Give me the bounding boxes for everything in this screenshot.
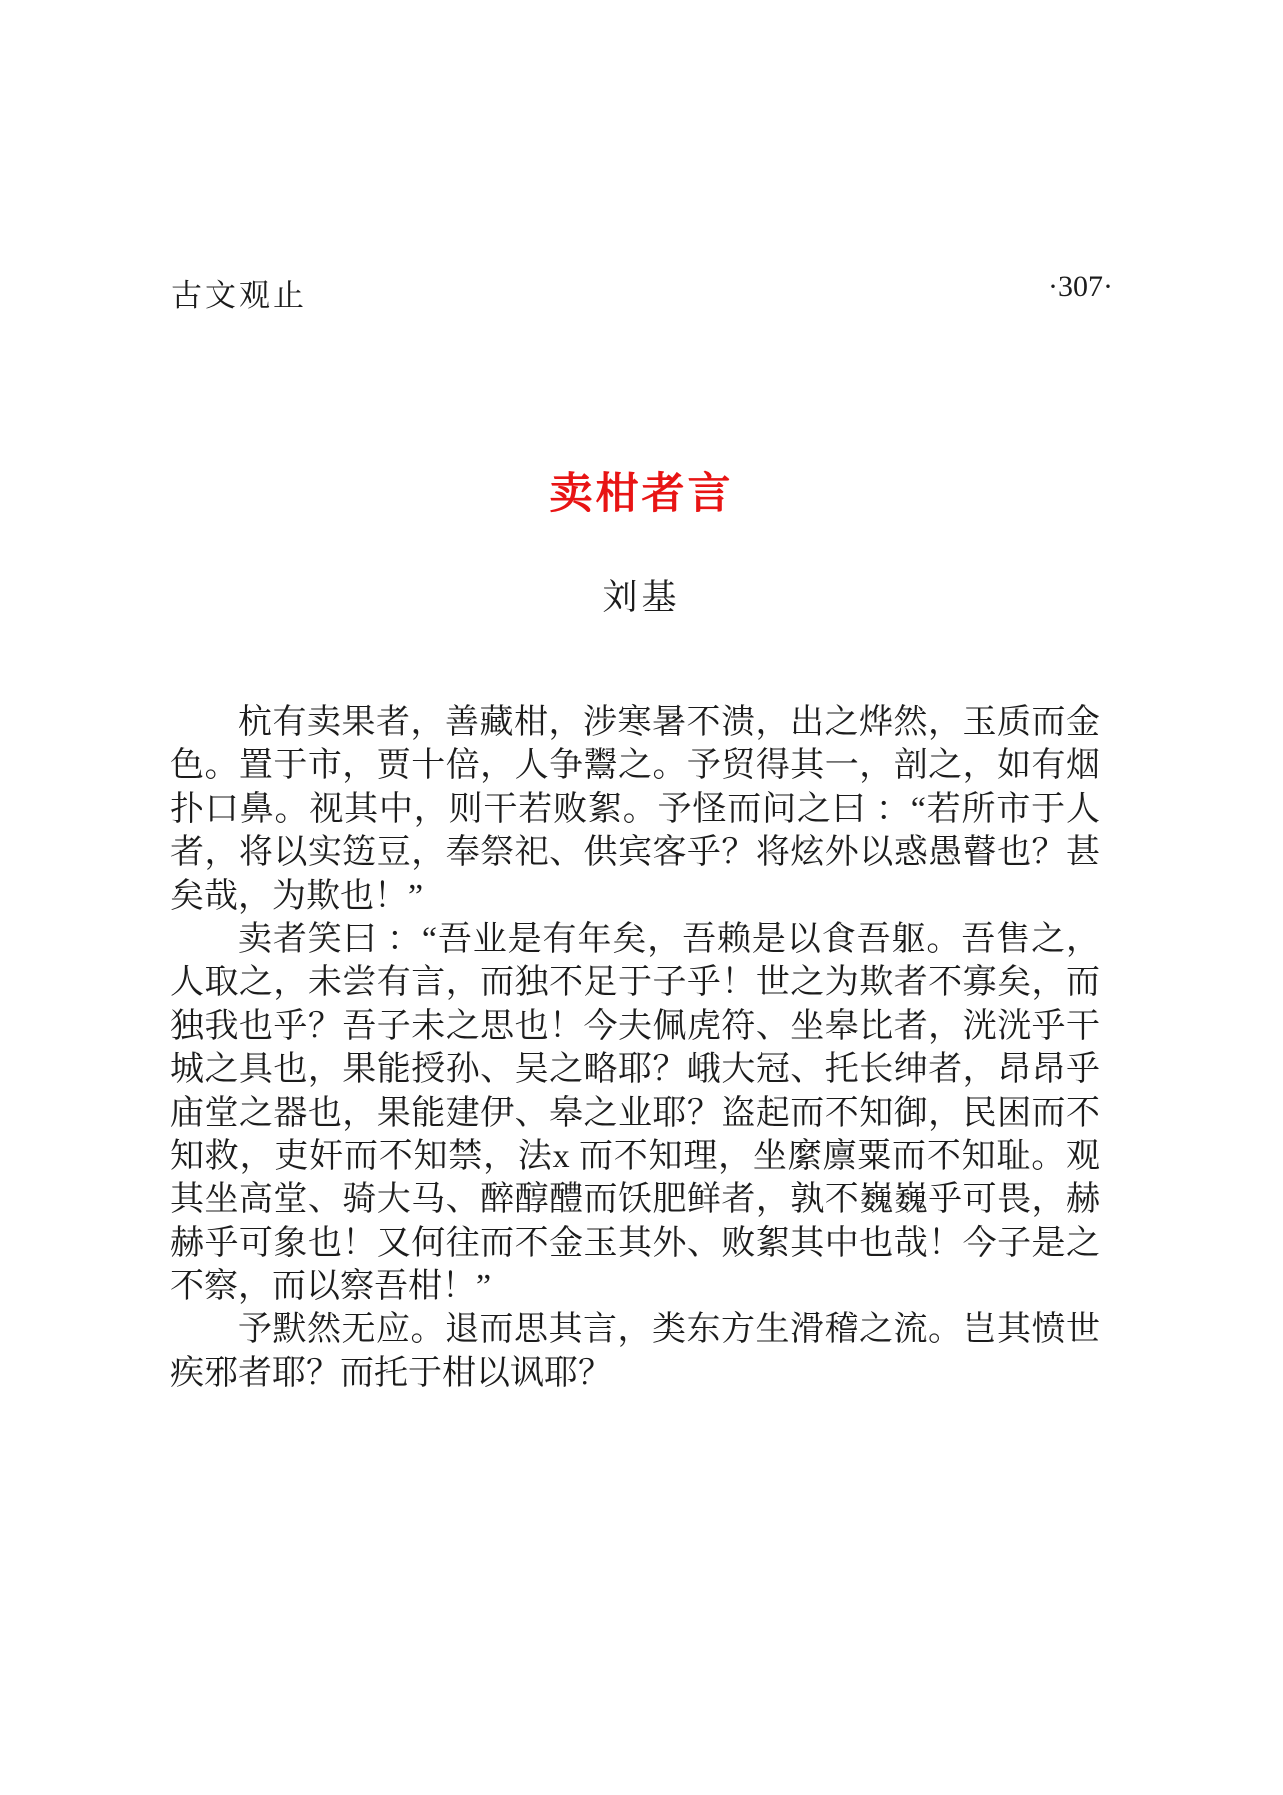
- text-line: 不察，而以察吾柑！”: [170, 1268, 492, 1306]
- text-line: 独我也乎？吾子未之思也！今夫佩虎符、坐皋比者，洸洸乎干: [170, 1007, 1100, 1045]
- text-line: 矣哉，为欺也！”: [170, 877, 424, 915]
- text-line: 者，将以实笾豆，奉祭祀、供宾客乎？将炫外以惑愚瞽也？甚: [170, 834, 1100, 872]
- text-line: 城之具也，果能授孙、吴之略耶？峨大冠、托长绅者，昂昂乎: [170, 1051, 1100, 1089]
- page-number: ·307·: [1048, 270, 1113, 303]
- text-line: 色。置于市，贾十倍，人争鬻之。予贸得其一，剖之，如有烟: [170, 747, 1100, 785]
- text-line: 庙堂之器也，果能建伊、皋之业耶？盗起而不知御，民困而不: [170, 1094, 1100, 1132]
- text-line: 疾邪者耶？而托于柑以讽耶？: [170, 1354, 612, 1392]
- text-line: 卖者笑曰 ：“吾业是有年矣，吾赖是以食吾躯。吾售之，: [238, 920, 1100, 958]
- book-title: 古文观止: [171, 278, 307, 313]
- text-line: 予默然无应。退而思其言，类东方生滑稽之流。岂其愤世: [238, 1311, 1100, 1349]
- text-line: 赫乎可象也！又何往而不金玉其外、败絮其中也哉！今子是之: [170, 1224, 1100, 1262]
- text-line: 扑口鼻。视其中，则干若败絮。予怪而问之曰 ：“若所市于人: [170, 790, 1100, 828]
- text-line: 知救，吏奸而不知禁，法x 而不知理，坐縻廪粟而不知耻。观: [170, 1137, 1100, 1175]
- article-title: 卖柑者言: [549, 470, 734, 518]
- text-line: 其坐高堂、骑大马、醉醇醴而饫肥鲜者，孰不巍巍乎可畏，赫: [170, 1181, 1100, 1219]
- article-body: [170, 701, 1100, 1395]
- article-author: 刘基: [602, 578, 681, 617]
- text-line: 杭有卖果者，善藏柑，涉寒暑不溃，出之烨然，玉质而金: [238, 704, 1100, 741]
- text-line: 人取之，未尝有言，而独不足于子乎！世之为欺者不寡矣，而: [170, 964, 1100, 1002]
